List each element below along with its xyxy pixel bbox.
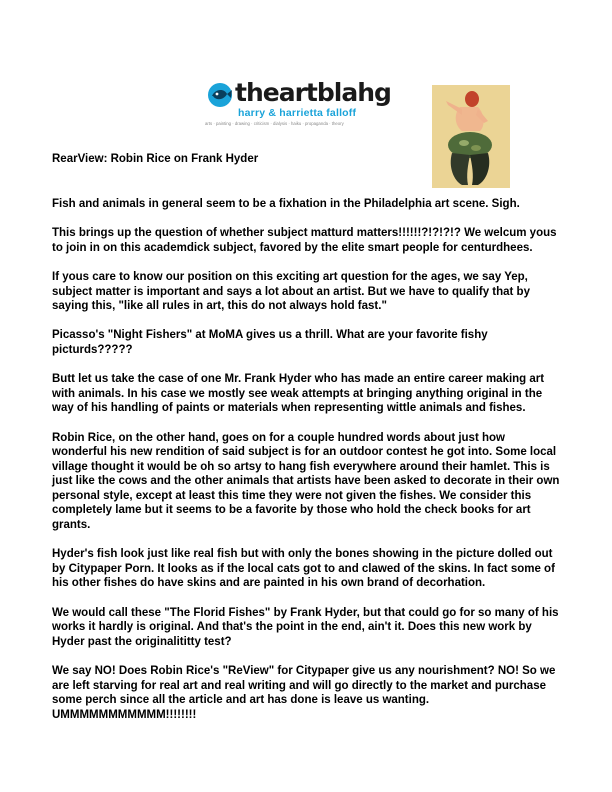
paragraph-9: We say NO! Does Robin Rice's "ReView" for Citypaper give us any nourishment? NO! So we are left starving for real art and real writing and will go directly to the market and purchase some perch since all the article and art has done is leave us wanting. UMMMMMMMMMMM!!!!!!!! (52, 665, 556, 721)
paragraph-3: If yous care to know our position on this exciting art question for the ages, we say Yep, subject matter is important and says a lot about an artist. But we have to qualify that by saying this, "like all rules in art, this do not always hold fast." (52, 270, 530, 313)
site-logo[interactable] (205, 78, 391, 130)
paragraph-8: We would call these "The Florid Fishes" by Frank Hyder, but that could go for so many of his works it hardly is original. And that's the point in the end, ain't it. Does this new work by Hyder past the originalititty test? (52, 606, 559, 648)
logo-tagline: arts · painting · drawing · criticism · dialysis · haiku · propaganda · theory (205, 121, 344, 126)
article-title: RearView: Robin Rice on Frank Hyder (52, 153, 259, 165)
paragraph-2: This brings up the question of whether subject matturd matters!!!!!!?!?!?!? We welcum yous to join in on this academdick subject, favored by the elite smart people for centurdhees. (52, 227, 557, 254)
paragraph-5: Butt let us take the case of one Mr. Frank Hyder who has made an entire career making art with animals. In his case we mostly see weak attempts at bringing anything original in the way of his handling of paints or materials when representing wittle animals and fishes. (52, 373, 545, 415)
paragraph-7: Hyder's fish look just like real fish but with only the bones showing in the picture dolled out by Citypaper Porn. It looks as if the local cats got to and clawed of the skins. In fact some of his other fishes do have skins and are painted in his own brand of decorhation. (52, 548, 555, 590)
paragraph-4: Picasso's "Night Fishers" at MoMA gives us a thrill. What are your favorite fishy picturds????? (52, 329, 488, 356)
logo-subtitle: harry & harrietta falloff (238, 107, 357, 119)
article-body (52, 197, 562, 737)
paragraph-6: Robin Rice, on the other hand, goes on for a couple hundred words about just how wonderful his new rendition of said subject is for an outdoor contest he got into. Some local village thought it would be oh so artsy to hang fish everywhere around their hamlet. This is just like the cows and the other animals that artists have been asked to decorate in their own personal style, except at least this time they were not given the fishes. We consider this completely lame but it seems to be a favorite by those who hold the check books for art grants. (52, 431, 560, 532)
paragraph-1: Fish and animals in general seem to be a fixhation in the Philadelphia art scene. Sigh. (52, 198, 520, 210)
fish-swirl-icon (207, 82, 233, 108)
logo-wordmark: theartblahg (235, 78, 391, 107)
painted-figure-illustration (432, 85, 510, 188)
